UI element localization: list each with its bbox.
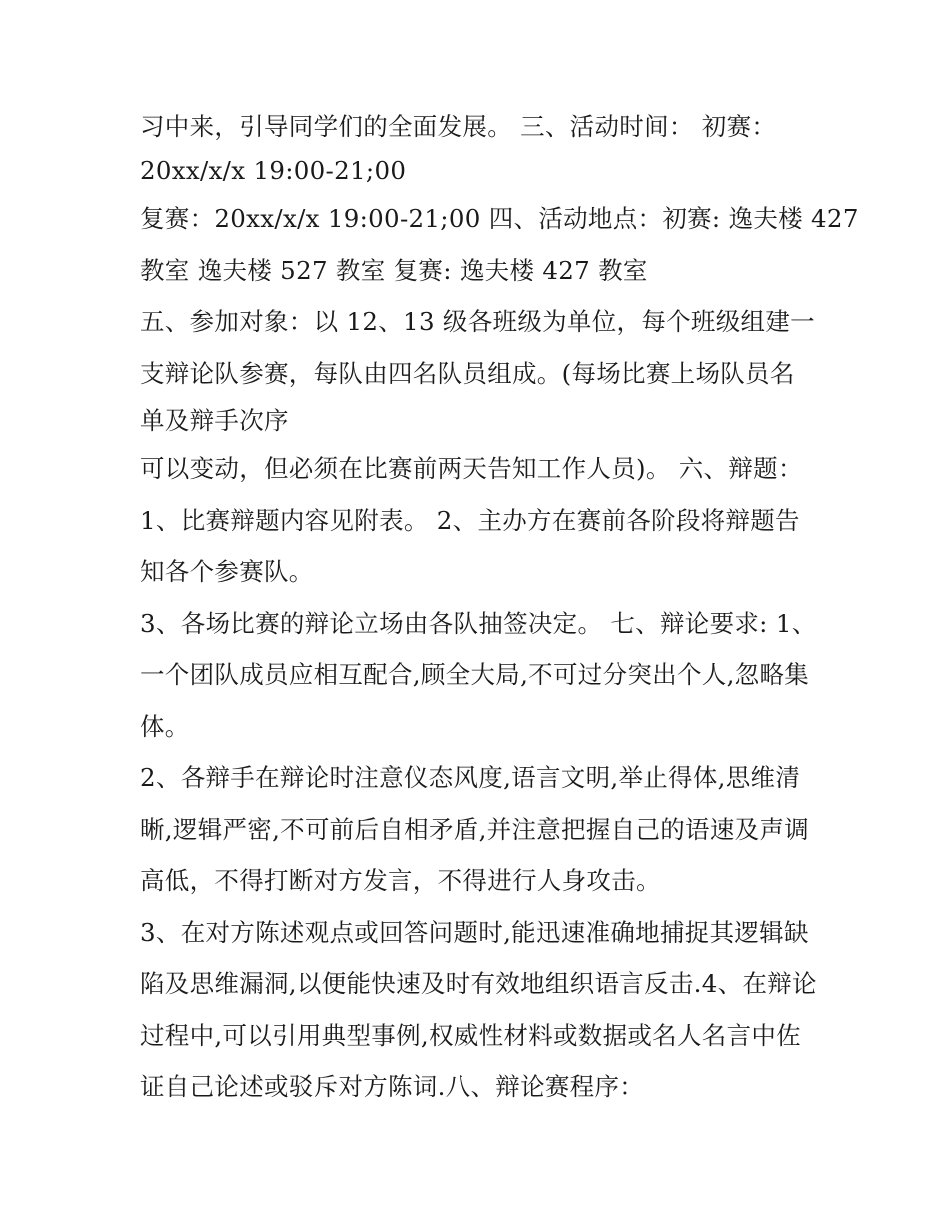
text-line-14: 2、各辩手在辩论时注意仪态风度,语言文明,举止得体,思维清	[140, 763, 801, 792]
text-line-3: 复赛：20xx/x/x 19:00-21;00 四、活动地点：初赛: 逸夫楼 427	[140, 204, 859, 233]
text-line-2: 20xx/x/x 19:00-21;00	[140, 156, 407, 185]
text-line-12: 一个团队成员应相互配合,顾全大局,不可过分突出个人,忽略集	[140, 660, 810, 689]
text-line-16: 高低，不得打断对方发言，不得进行人身攻击。	[140, 866, 661, 895]
document-body	[140, 105, 859, 1113]
text-line-5: 五、参加对象：以 12、13 级各班级为单位，每个班级组建一	[140, 307, 815, 336]
text-line-6: 支辩论队参赛，每队由四名队员组成。(每场比赛上场队员名	[140, 358, 795, 388]
text-line-9: 1、比赛辩题内容见附表。 2、主办方在赛前各阶段将辩题告	[140, 505, 800, 535]
text-line-4: 教室 逸夫楼 527 教室 复赛: 逸夫楼 427 教室	[140, 255, 648, 285]
text-line-15: 晰,逻辑严密,不可前后自相矛盾,并注意把握自己的语速及声调	[140, 814, 810, 844]
text-line-7: 单及辩手次序	[140, 406, 289, 435]
text-line-17: 3、在对方陈述观点或回答问题时,能迅速准确地捕捉其逻辑缺	[140, 917, 809, 947]
text-line-1: 习中来，引导同学们的全面发展。 三、活动时间： 初赛：	[140, 112, 777, 141]
text-line-8: 可以变动，但必须在比赛前两天告知工作人员)。 六、辩题：	[140, 454, 803, 483]
text-line-19: 过程中,可以引用典型事例,权威性材料或数据或名人名言中佐	[140, 1020, 801, 1050]
text-line-11: 3、各场比赛的辩论立场由各队抽签决定。 七、辩论要求: 1、	[140, 608, 817, 638]
text-line-10: 知各个参赛队。	[140, 557, 314, 586]
text-line-20: 证自己论述或驳斥对方陈词.八、辩论赛程序：	[140, 1072, 645, 1101]
text-line-18: 陷及思维漏洞,以便能快速及时有效地组织语言反击.4、在辩论	[140, 969, 817, 998]
text-line-13: 体。	[140, 711, 190, 741]
